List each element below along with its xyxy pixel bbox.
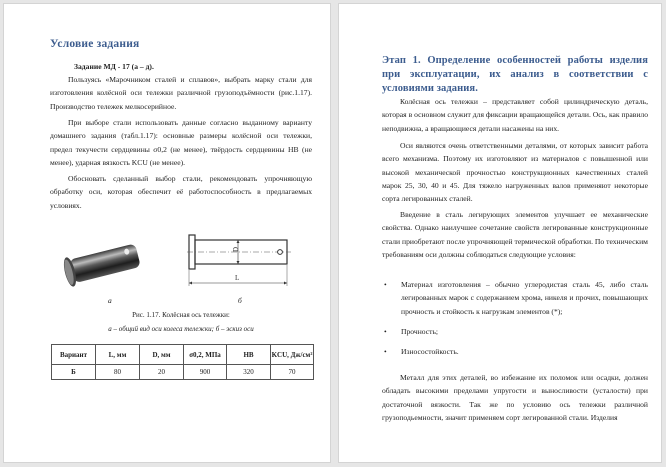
figure-caption: Рис. 1.17. Колёсная ось тележки: bbox=[132, 311, 230, 319]
list-item-text: Прочность; bbox=[401, 326, 439, 336]
bullet-icon: • bbox=[384, 326, 387, 336]
paragraph: Обосновать сделанный выбор стали, рекомендовать упрочняющую обработку оси, которая обеспечит её работоспособность в предлагаемых условиях. bbox=[50, 174, 312, 210]
list-item-text: Износостойкость. bbox=[401, 347, 459, 357]
stage-heading: Этап 1. Определение особенностей работы изделия при эксплуатации, их анализ в соответствии с условиями задания. bbox=[382, 55, 648, 94]
bullet-icon: • bbox=[384, 280, 387, 289]
paragraph: Колёсная ось тележки – представляет собой цилиндрическую деталь, которая в основном служит для фиксации вращающейся детали. Ось, как правило неподвижна, а вращающиеся детали насажены на них. bbox=[382, 97, 648, 133]
paragraph: При выборе стали использовать данные согласно выданному варианту домашнего задания (табл.1.17): основные размеры колёсной оси тележки, предел текучести сердцевины σ0,2 (не менее), твёрдость сердцевины НВ (не менее), ударная вязкость KCU (не менее). bbox=[50, 118, 312, 167]
list-item bbox=[382, 278, 648, 318]
bullet-icon: • bbox=[384, 347, 387, 357]
table-header: σ0,2, МПа bbox=[184, 345, 227, 365]
paragraph: Введение в сталь легирующих элементов улучшает ее механические свойства. Однако наилучшее сочетание свойств легированные конструкционные стали приобретают после упрочняющей термической обработки. По техническим требованиям оси должны соблюдаться следующие условия: bbox=[382, 210, 648, 259]
table-header: KCU, Дж/см² bbox=[271, 345, 314, 365]
axle-photo bbox=[57, 240, 147, 288]
paragraph: Пользуясь «Марочником сталей и сплавов», выбрать марку стали для изготовления колёсной оси тележки различной грузоподъёмности (рис.1.17). Производство тележек мелкосерийное. bbox=[50, 75, 312, 111]
figure-label-b: б bbox=[238, 296, 242, 305]
table-cell: Б bbox=[52, 365, 96, 380]
dim-d-label: D bbox=[232, 246, 240, 252]
table-header: L, мм bbox=[96, 345, 140, 365]
section-heading: Условие задания bbox=[50, 38, 140, 50]
table-row bbox=[52, 365, 314, 380]
table-cell: 320 bbox=[227, 365, 271, 380]
dim-l-label: L bbox=[235, 274, 240, 282]
figure-caption-legend: а – общий вид оси колеса тележки; б – эскиз оси bbox=[108, 325, 254, 333]
table-header: Вариант bbox=[52, 345, 96, 365]
table-header: D, мм bbox=[140, 345, 184, 365]
table-header: НВ bbox=[227, 345, 271, 365]
table-cell: 900 bbox=[184, 365, 227, 380]
task-id: Задание МД - 17 (а – д). bbox=[74, 62, 154, 71]
list-item bbox=[382, 345, 648, 358]
requirements-list bbox=[382, 278, 648, 365]
list-item-text: Материал изготовления – обычно углеродистая сталь 45, либо сталь легированных марок с содержанием хрома, никеля и прочих, повышающих прочность и стойкость к нагрузкам элементов (*); bbox=[401, 280, 648, 316]
document-page-right bbox=[339, 4, 661, 462]
table-cell: 20 bbox=[140, 365, 184, 380]
axle-sketch bbox=[187, 232, 299, 292]
table-cell: 70 bbox=[271, 365, 314, 380]
table-header-row bbox=[52, 345, 314, 365]
list-item bbox=[382, 325, 648, 338]
paragraph: Оси являются очень ответственными деталями, от которых зависит работа всего механизма. Поэтому их изготовляют из материалов с повышенной или высокой механической прочностью конструкционных качественных сталей марок 25, 30, 40 и 45. Для тяжело нагруженных валов применяют некоторые сорта легированных сталей. bbox=[382, 141, 648, 204]
document-page-left bbox=[4, 4, 330, 462]
variant-data-table bbox=[51, 344, 314, 380]
paragraph: Металл для этих деталей, во избежание их поломок или осадки, должен обладать высокими пределами упругости и выносливости (усталости) при достаточной вязкости. Так же по условию ось тележки различной грузоподьемности, значит применяем сорт легированной стали. Изделия bbox=[382, 373, 648, 422]
figure-label-a: а bbox=[108, 296, 112, 305]
table-cell: 80 bbox=[96, 365, 140, 380]
